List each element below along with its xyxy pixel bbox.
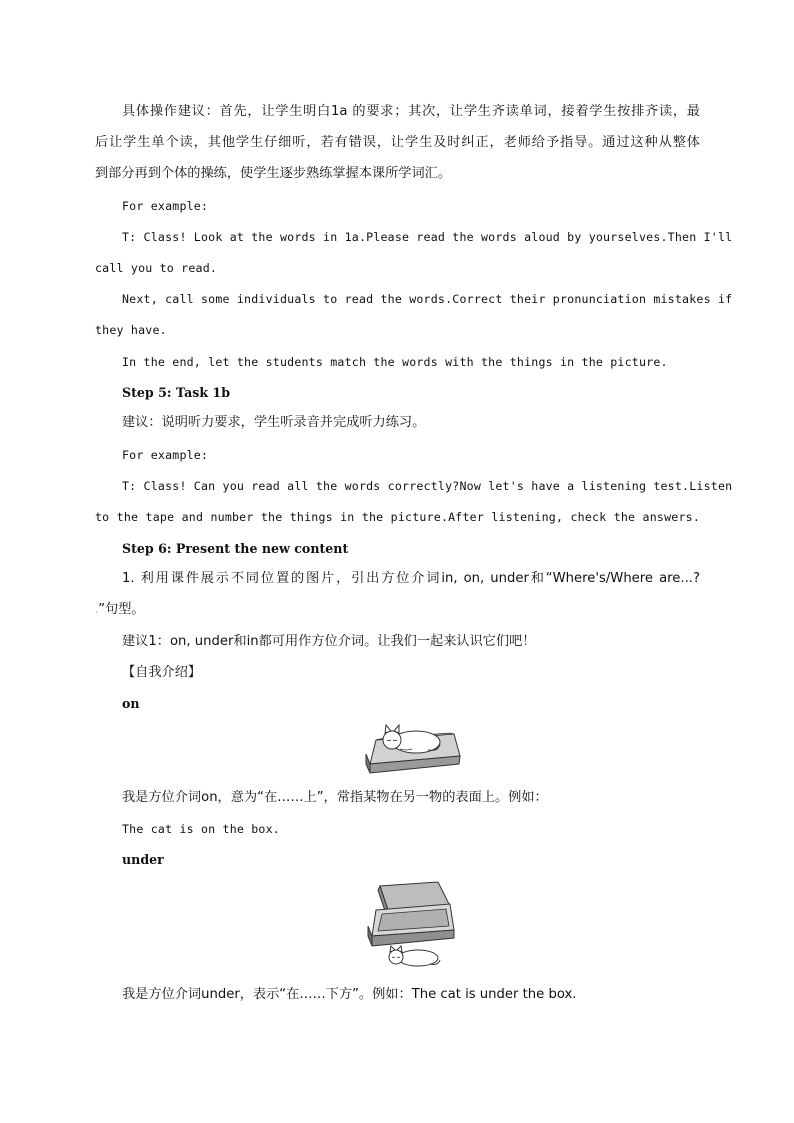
cat-on-box-illustration xyxy=(362,718,462,778)
on-description: 我是方位介词on，意为“在……上”，常指某物在另一物的表面上。例如： xyxy=(122,790,548,805)
step5-heading: Step 5: Task 1b xyxy=(122,385,231,400)
on-label: on xyxy=(122,696,140,711)
under-description: 我是方位介词under，表示“在……下方”。例如：The cat is under the box. xyxy=(122,987,577,1002)
teacher-line-2b: to the tape and number the things in the picture.After listening, check the answers. xyxy=(95,510,700,524)
next-line-b: they have. xyxy=(95,323,167,337)
next-line-a: Next, call some individuals to read the words.Correct their pronunciation mistakes if xyxy=(122,292,733,306)
step5-advice: 建议：说明听力要求，学生听录音并完成听力练习。 xyxy=(122,415,426,430)
intro-line-3: 到部分再到个体的操练，使学生逐步熟练掌握本课所学词汇。 xyxy=(95,166,452,181)
intro-line-1: 具体操作建议：首先，让学生明白1a 的要求；其次，让学生齐读单词，接着学生按排齐读，最 xyxy=(122,104,700,119)
footnote-dot: . xyxy=(95,605,99,616)
teacher-line-1b: call you to read. xyxy=(95,261,218,275)
item1-line-b xyxy=(95,600,700,621)
advice1-line: 建议1：on, under和in都可用作方位介词。让我们一起来认识它们吧！ xyxy=(122,634,536,649)
item1-line-b-text: ”句型。 xyxy=(98,602,145,617)
teacher-line-2a: T: Class! Can you read all the words correctly?Now let's have a listening test.Listen xyxy=(122,479,733,493)
cat-under-box-illustration xyxy=(366,880,462,970)
intro-line-2: 后让学生单个读，其他学生仔细听，若有错误，让学生及时纠正，老师给予指导。通过这种从整体 xyxy=(95,135,700,150)
self-intro-heading: 【自我介绍】 xyxy=(122,665,202,680)
item1-line-a: 1. 利用课件展示不同位置的图片，引出方位介词in, on, under和“Where's/Where are...? xyxy=(122,571,700,586)
end-line: In the end, let the students match the words with the things in the picture. xyxy=(122,355,668,369)
under-label: under xyxy=(122,852,164,867)
example-label-1: For example: xyxy=(122,199,209,213)
step6-heading: Step 6: Present the new content xyxy=(122,541,349,556)
teacher-line-1a: T: Class! Look at the words in 1a.Please read the words aloud by yourselves.Then I'll xyxy=(122,230,733,244)
on-example: The cat is on the box. xyxy=(122,822,280,836)
example-label-2: For example: xyxy=(122,448,209,462)
